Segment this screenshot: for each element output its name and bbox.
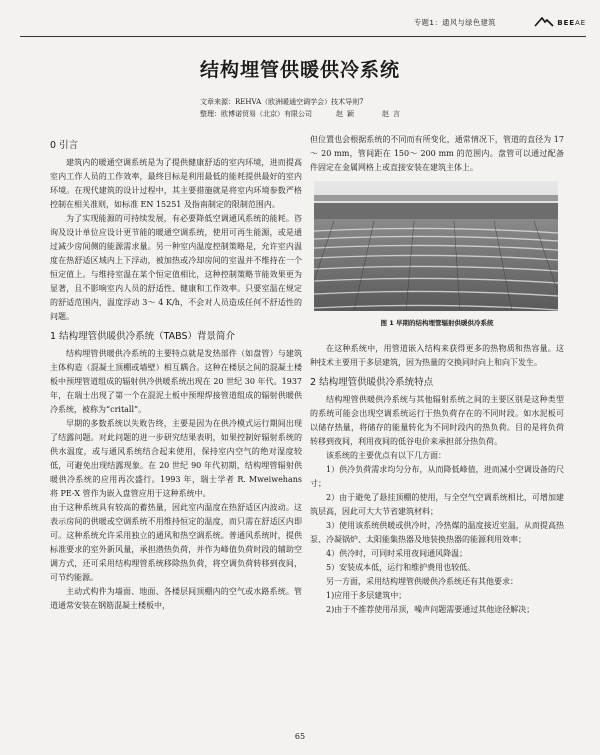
right-column bbox=[310, 133, 564, 617]
article-meta bbox=[200, 96, 404, 120]
paragraph: 为了实现能源的可持续发展，有必要降低空调通风系统的能耗。咨询及设计单位应设计更节能的暖通空调系统，使用可再生能源，或是通过减少房间侧的能源需求量。另一种室内温度控制策略是，允许室内温度在热舒适区域内上下浮动，被加热或冷却房间的室温并不维持在一个恒定值上。与维持室温在某个恒定值相比，这种控制策略节能效果更为显著，且不影响室内人员的舒适性、健康和工作效率。只要室温在规定的舒适范围内，温度浮动 3～ 4 K/h，不会对人员造成任何不舒适性的问题。 bbox=[50, 214, 302, 321]
section-heading-tabs-background: 1 结构埋管供暖供冷系统（TABS）背景简介 bbox=[50, 331, 236, 342]
source-label: 文章来源： bbox=[200, 98, 235, 106]
paragraph: 由于这种系统具有较高的蓄热量，因此室内温度在热舒适区内波动。这表示房间的供暖或空调系统不用维持恒定的温度，而只需在舒适区内即可。这种系统允许采用独立的通风和热空调系统。普通风系统时，提供标准要求的室外新风量，承担潜热负荷，并作为峰值负荷时段的辅助空调方式，还可采用结构埋管系统移除热负荷，将空调负荷转移到夜间，可节约能源。 bbox=[50, 503, 302, 582]
list-item: 4）供冷时，可同时采用夜间通风降温； bbox=[326, 549, 468, 558]
figure-caption: 图 1 早期的结构埋管辐射供暖供冷系统 bbox=[380, 319, 494, 327]
logo-text: BEEAE bbox=[557, 17, 586, 27]
section-heading-tabs-features: 2 结构埋管供暖供冷系统特点 bbox=[310, 377, 434, 388]
paragraph: 但位置也会根据系统的不同而有所变化，通常情况下，管道的直径为 17～ 20 mm，管间距在 150～ 200 mm 的范围内。盘管可以通过配备件固定在金属网格上或直接安装在建筑主体上。 bbox=[310, 135, 564, 172]
paragraph: 结构埋管供暖供冷系统与其他辐射系统之间的主要区别是这种类型的系统可能会出现空调系统运行于热负荷存在的不同时段。如水泥板可以储存热量，将储存的能量转化为不同时段内的热负荷。目的是将负荷转移到夜间，利用夜间的低谷电价来承担部分热负荷。 bbox=[310, 395, 564, 446]
paragraph: 另一方面，采用结构埋管供暖供冷系统还有其他要求： bbox=[326, 577, 518, 586]
construction-photo-image bbox=[314, 181, 558, 311]
author-2: 赵言 bbox=[382, 110, 404, 118]
source-row bbox=[200, 96, 404, 108]
header-logo bbox=[534, 17, 586, 27]
header-section: 专题1：通风与绿色建筑 bbox=[414, 18, 496, 27]
logo-mark-icon bbox=[534, 17, 554, 27]
paragraph: 该系统的主要优点有以下几方面： bbox=[326, 451, 446, 460]
paragraph: 早期的多数系统以失败告终，主要是因为在供冷模式运行期间出现了结露问题。对此问题的进一步研究结果表明，如果控制好辐射系统的供水温度，或与通风系统结合起来使用，保持室内空气的绝对湿度较低，可避免出现结露现象。在 20 世纪 90 年代初期，结构埋管辐射供暖供冷系统的应用再次盛行。1993 年，瑞士学者 R. Mweiwehans 将 PE-X 管作为嵌入盘管应用于这种系统中。 bbox=[50, 419, 302, 498]
left-column bbox=[50, 133, 302, 613]
list-item: 3）使用该系统供暖或供冷时，冷热媒的温度接近室温，从而提高热泵、冷凝锅炉、太阳能集热器及地装换热器的能源利用效率； bbox=[310, 521, 564, 544]
paragraph: 主动式构件为墙面、地面、各楼层间顶棚内的空气或水路系统。管道通常安装在钢筋混凝土楼板中， bbox=[50, 587, 302, 610]
compile-row bbox=[200, 108, 404, 120]
list-item: 1)应用于多层建筑中； bbox=[326, 591, 407, 600]
section-heading-intro: 0 引言 bbox=[50, 140, 79, 151]
list-item: 5）安装成本低，运行和维护费用也较低。 bbox=[326, 563, 476, 572]
page-header bbox=[20, 18, 586, 32]
compiler-value: 欧博诺贸易（北京）有限公司 bbox=[221, 110, 312, 118]
article-title: 结构埋管供暖供冷系统 bbox=[199, 59, 400, 81]
header-divider bbox=[20, 36, 586, 37]
page-number: 65 bbox=[294, 732, 306, 741]
compile-label: 整理： bbox=[200, 110, 221, 118]
list-item: 1）供冷负荷需求均匀分布，从而降低峰值，进而减小空调设备的尺寸； bbox=[310, 465, 564, 488]
list-item: 2）由于避免了悬挂顶棚的使用，与全空气空调系统相比，可增加建筑层高，因此可大大节省建筑材料； bbox=[310, 493, 564, 516]
paragraph: 结构埋管供暖供冷系统的主要特点就是发热部件（如盘管）与建筑主体构造（混凝土顶棚或墙壁）相互耦合。这种在楼层之间的混凝土楼板中预埋管道组成的辐射供冷供暖系统出现在 20 世纪 30 年代。1937 年，在瑞士出现了第一个在混泥土板中预埋焊接管道组成的辐射供暖供冷系统，被称为“critall”。 bbox=[50, 349, 302, 414]
source-value: REHVA（欧洲暖通空调学会）技术导则7 bbox=[235, 98, 364, 106]
paragraph: 在这种系统中，用管道嵌入结构来获得更多的热物质和热容量。这种技术主要用于多层建筑，因为热量的交换同时向上和向下发生。 bbox=[310, 344, 564, 367]
author-1: 赵颖 bbox=[336, 110, 358, 118]
paragraph: 建筑内的暖通空调系统是为了提供健康舒适的室内环境，进而提高室内工作人员的工作效率，最终目标是利用最低的能耗提供最好的室内环境。在现代建筑的设计过程中，其主要措施就是将室内环境参数严格控制在相关准则，如标准 EN 15251 及指南制定的限制范围内。 bbox=[50, 158, 302, 209]
figure-early-tabs-photo bbox=[314, 181, 558, 311]
list-item: 2)由于不推荐使用吊顶，噪声问题需要通过其他途径解决； bbox=[326, 605, 535, 614]
